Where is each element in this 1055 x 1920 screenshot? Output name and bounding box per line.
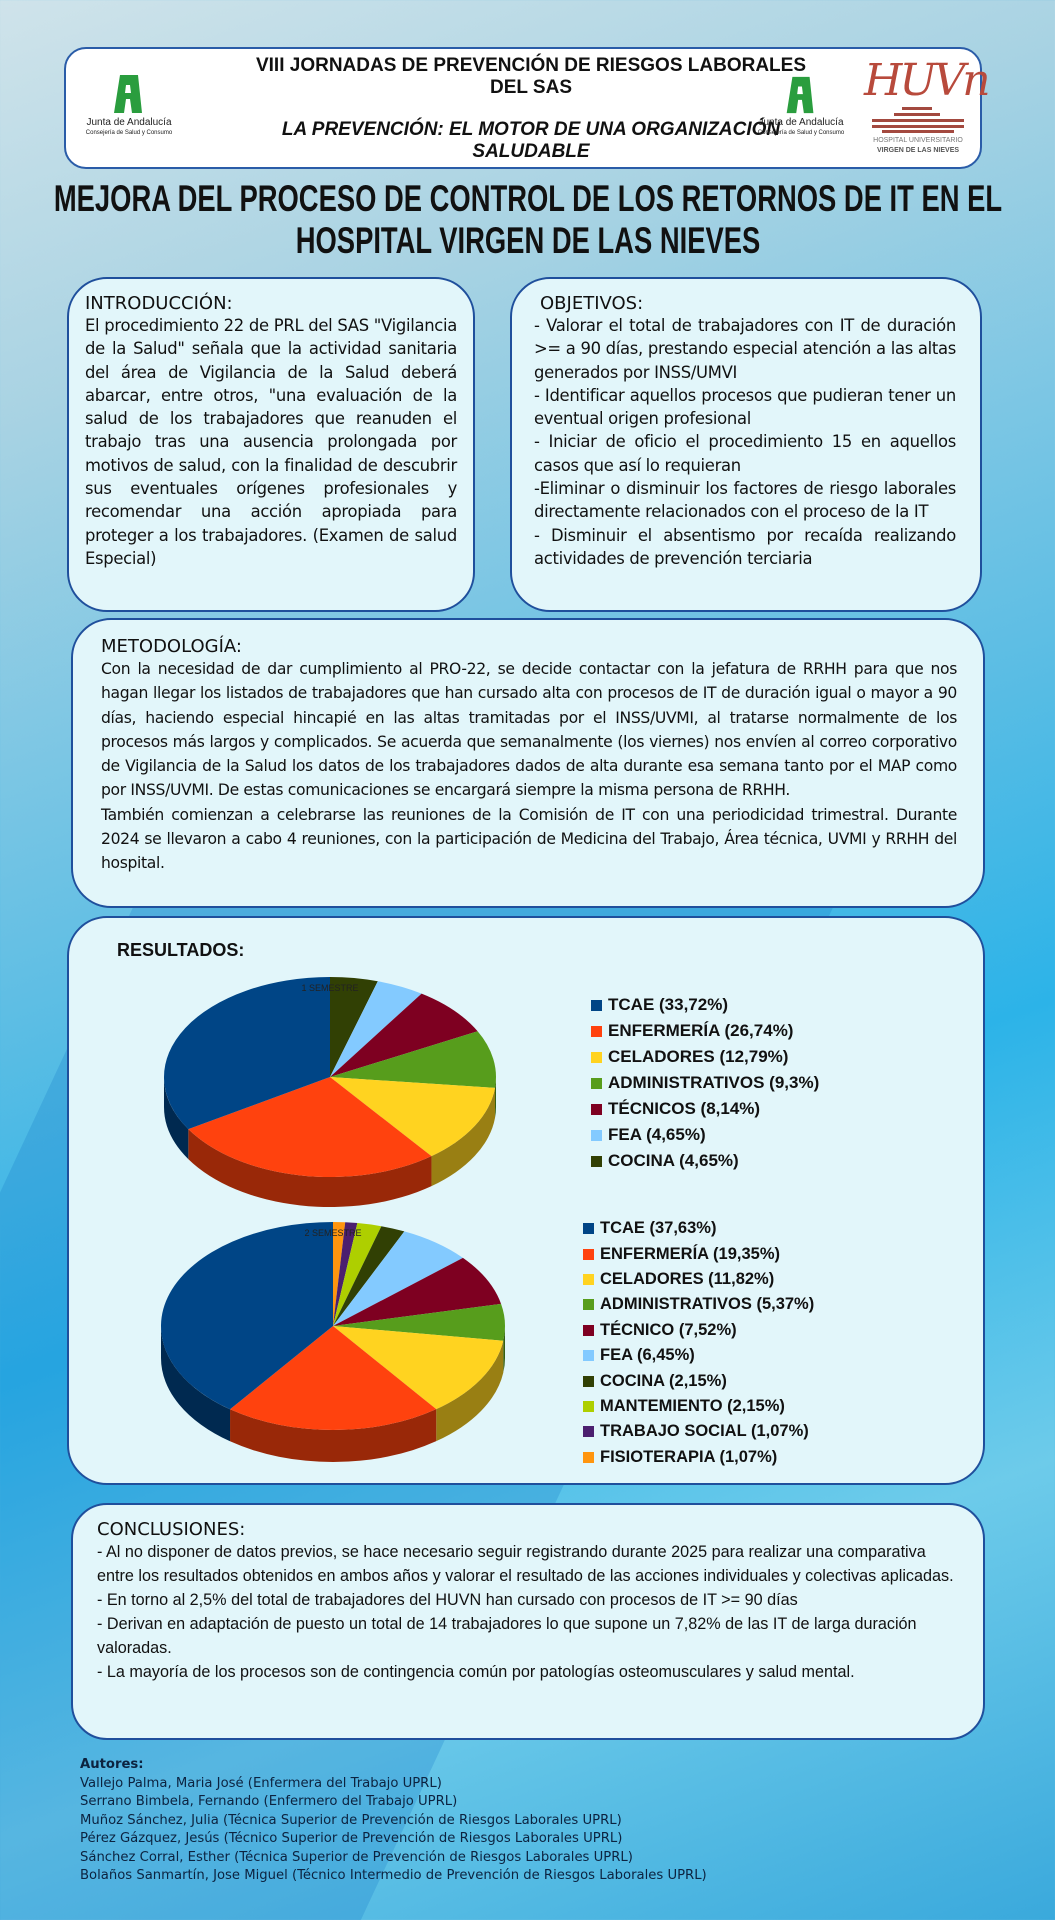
legend-item (583, 1267, 814, 1292)
legend-item (591, 1122, 819, 1148)
legend-swatch (583, 1401, 594, 1412)
conclusion-item: - Derivan en adaptación de puesto un total de 14 trabajadores lo que supone un 7,82% de las IT de larga duración valoradas. (97, 1615, 917, 1657)
methodology-paragraph: También comienzan a celebrarse las reuniones de la Comisión de IT con una periodicidad trimestral. Durante 2024 se llevaron a cabo 4 reuniones, con la participación de Medicina del Trabajo, Área técnica, UVMI y RRHH del hospital. (101, 805, 957, 873)
section-heading: METODOLOGÍA: (101, 636, 242, 657)
chart-title: 2 SEMESTRE (304, 1228, 362, 1238)
legend-item (583, 1343, 814, 1368)
section-heading: INTRODUCCIÓN: (85, 293, 233, 314)
legend-item (591, 1096, 819, 1122)
legend-swatch (583, 1274, 594, 1285)
legend-item (583, 1241, 814, 1266)
objective-item: -Eliminar o disminuir los factores de riesgo laborales directamente relacionados con el proceso de la IT (534, 479, 956, 522)
legend-item (591, 1070, 819, 1096)
legend-swatch (583, 1325, 594, 1336)
legend-label: ADMINISTRATIVOS (5,37%) (600, 1295, 815, 1314)
legend-swatch (591, 1026, 602, 1037)
conclusion-item: - La mayoría de los procesos son de contingencia común por patologías osteomusculares y salud mental. (97, 1663, 855, 1681)
objective-item: - Disminuir el absentismo por recaída realizando actividades de prevención terciaria (534, 525, 956, 568)
objective-item: - Identificar aquellos procesos que pudieran tener un eventual origen profesional (534, 385, 956, 429)
legend-label: TRABAJO SOCIAL (1,07%) (600, 1422, 809, 1441)
objective-item: - Valorar el total de trabajadores con IT de duración >= a 90 días, prestando especial atención a las altas generados por INSS/UMVI (534, 316, 956, 382)
methodology-paragraph: Con la necesidad de dar cumplimiento al PRO-22, se decide contactar con la jefatura de RRHH para que nos hagan llegar los listados de trabajadores que han cursado alta con procesos de IT de duración igual o mayor a 90 días, haciendo especial hincapié en las altas tramitadas por el INSS/UVMI, al tratarse normalmente de los procesos más largos y complicados. Se acuerda que semanalmente (los viernes) nos envíen al correo corporativo de Vigilancia de la Salud los datos de los trabajadores dados de alta durante esa semana tanto por el MAP como por INSS/UVMI. De estas comunicaciones se encargará siempre la misma persona de RRHH. (101, 660, 957, 800)
huvn-wordmark: HUVn (864, 55, 988, 106)
legend-label: CELADORES (12,79%) (608, 1047, 789, 1066)
logo-subtext: Consejería de Salud y Consumo (757, 130, 845, 136)
legend-item (591, 1018, 819, 1044)
objective-item: - Iniciar de oficio el procedimiento 15 en aquellos casos que así lo requieran (534, 432, 956, 475)
poster-title: MEJORA DEL PROCESO DE CONTROL DE LOS RETORNOS DE IT EN EL HOSPITAL VIRGEN DE LAS NIEVES (53, 178, 1003, 261)
legend-swatch (583, 1452, 594, 1463)
author-item: Vallejo Palma, Maria José (Enfermera del Trabajo UPRL) (80, 1775, 442, 1791)
conclusions-list (97, 1540, 957, 1684)
legend-label: TCAE (37,63%) (600, 1219, 717, 1238)
legend-swatch (591, 1156, 602, 1167)
legend-swatch (583, 1350, 594, 1361)
legend-label: TCAE (33,72%) (608, 995, 728, 1014)
author-item: Bolaños Sanmartín, Jose Miguel (Técnico Intermedio de Prevención de Riesgos Laborales UPRL) (80, 1868, 707, 1883)
legend-item (591, 992, 819, 1018)
author-item: Serrano Bimbela, Fernando (Enfermero del Trabajo UPRL) (80, 1794, 458, 1809)
authors-block (80, 1756, 707, 1886)
legend-label: CELADORES (11,82%) (600, 1269, 775, 1288)
legend-label: ENFERMERÍA (26,74%) (608, 1021, 794, 1040)
introduction-text: El procedimiento 22 de PRL del SAS "Vigilancia de la Salud" señala que la actividad sanitaria del área de Vigilancia de la Salud deberá abarcar, entre otros, "una evaluación de la salud de los trabajadores que reanuden el trabajo tras una ausencia prolongada por motivos de salud, con la finalidad de descubrir sus eventuales orígenes profesionales y recomendar una acción apropiada para proteger a los trabajadores. (Examen de salud Especial) (85, 316, 457, 568)
conclusions-section (71, 1503, 985, 1740)
legend-label: TÉCNICOS (8,14%) (608, 1099, 761, 1118)
legend-item (591, 1148, 819, 1174)
legend-swatch (591, 1104, 602, 1115)
legend-swatch (583, 1223, 594, 1234)
chart-legend (591, 992, 819, 1174)
legend-swatch (583, 1299, 594, 1310)
legend-label: ENFERMERÍA (19,35%) (600, 1244, 781, 1263)
logo-subtext: Consejería de Salud y Consumo (85, 130, 173, 136)
event-motto: LA PREVENCIÓN: EL MOTOR DE UNA ORGANIZACIÓN SALUDABLE (281, 119, 781, 162)
author-item: Muñoz Sánchez, Julia (Técnica Superior de Prevención de Riesgos Laborales UPRL) (80, 1812, 622, 1828)
legend-label: COCINA (2,15%) (600, 1371, 727, 1390)
logo-text: Junta de Andalucía (86, 117, 172, 128)
legend-label: FEA (4,65%) (608, 1125, 706, 1144)
legend-swatch (583, 1426, 594, 1437)
legend-item (583, 1394, 814, 1419)
legend-label: MANTEMIENTO (2,15%) (600, 1396, 785, 1415)
legend-swatch (591, 1078, 602, 1089)
legend-item (583, 1292, 814, 1317)
conclusion-item: - Al no disponer de datos previos, se hace necesario seguir registrando durante 2025 para realizar una comparativa entre los resultados obtenidos en ambos años y valorar el resultado de las acciones individuales y colectivas aplicadas. (97, 1543, 954, 1585)
legend-label: FISIOTERAPIA (1,07%) (600, 1447, 778, 1466)
author-item: Pérez Gázquez, Jesús (Técnico Superior de Prevención de Riesgos Laborales UPRL) (80, 1831, 623, 1846)
legend-swatch (591, 1052, 602, 1063)
legend-item (583, 1445, 814, 1470)
legend-label: COCINA (4,65%) (608, 1151, 739, 1170)
section-heading: OBJETIVOS: (540, 293, 644, 314)
logo-subtext: VIRGEN DE LAS NIEVES (876, 147, 960, 154)
legend-swatch (591, 1000, 602, 1011)
event-title: VIII JORNADAS DE PREVENCIÓN DE RIESGOS LABORALES DEL SAS (255, 55, 807, 98)
legend-swatch (583, 1376, 594, 1387)
authors-heading: Autores: (80, 1757, 144, 1772)
author-item: Sánchez Corral, Esther (Técnica Superior de Prevención de Riesgos Laborales UPRL) (80, 1849, 633, 1865)
legend-item (583, 1419, 814, 1444)
section-heading: CONCLUSIONES: (97, 1519, 246, 1540)
chart-legend (583, 1216, 814, 1470)
conclusion-item: - En torno al 2,5% del total de trabajadores del HUVN han cursado con procesos de IT >= 90 días (97, 1591, 798, 1609)
legend-swatch (591, 1130, 602, 1141)
legend-item (591, 1044, 819, 1070)
legend-label: TÉCNICO (7,52%) (600, 1320, 737, 1339)
logo-subtext: HOSPITAL UNIVERSITARIO (873, 137, 963, 144)
legend-item (583, 1318, 814, 1343)
legend-label: FEA (6,45%) (600, 1346, 695, 1365)
chart-title: 1 SEMESTRE (301, 983, 359, 993)
legend-swatch (583, 1249, 594, 1260)
logo-text: Junta de Andalucía (758, 117, 844, 128)
legend-label: ADMINISTRATIVOS (9,3%) (608, 1073, 820, 1092)
section-heading: RESULTADOS: (117, 940, 245, 960)
legend-item (583, 1368, 814, 1393)
legend-item (583, 1216, 814, 1241)
